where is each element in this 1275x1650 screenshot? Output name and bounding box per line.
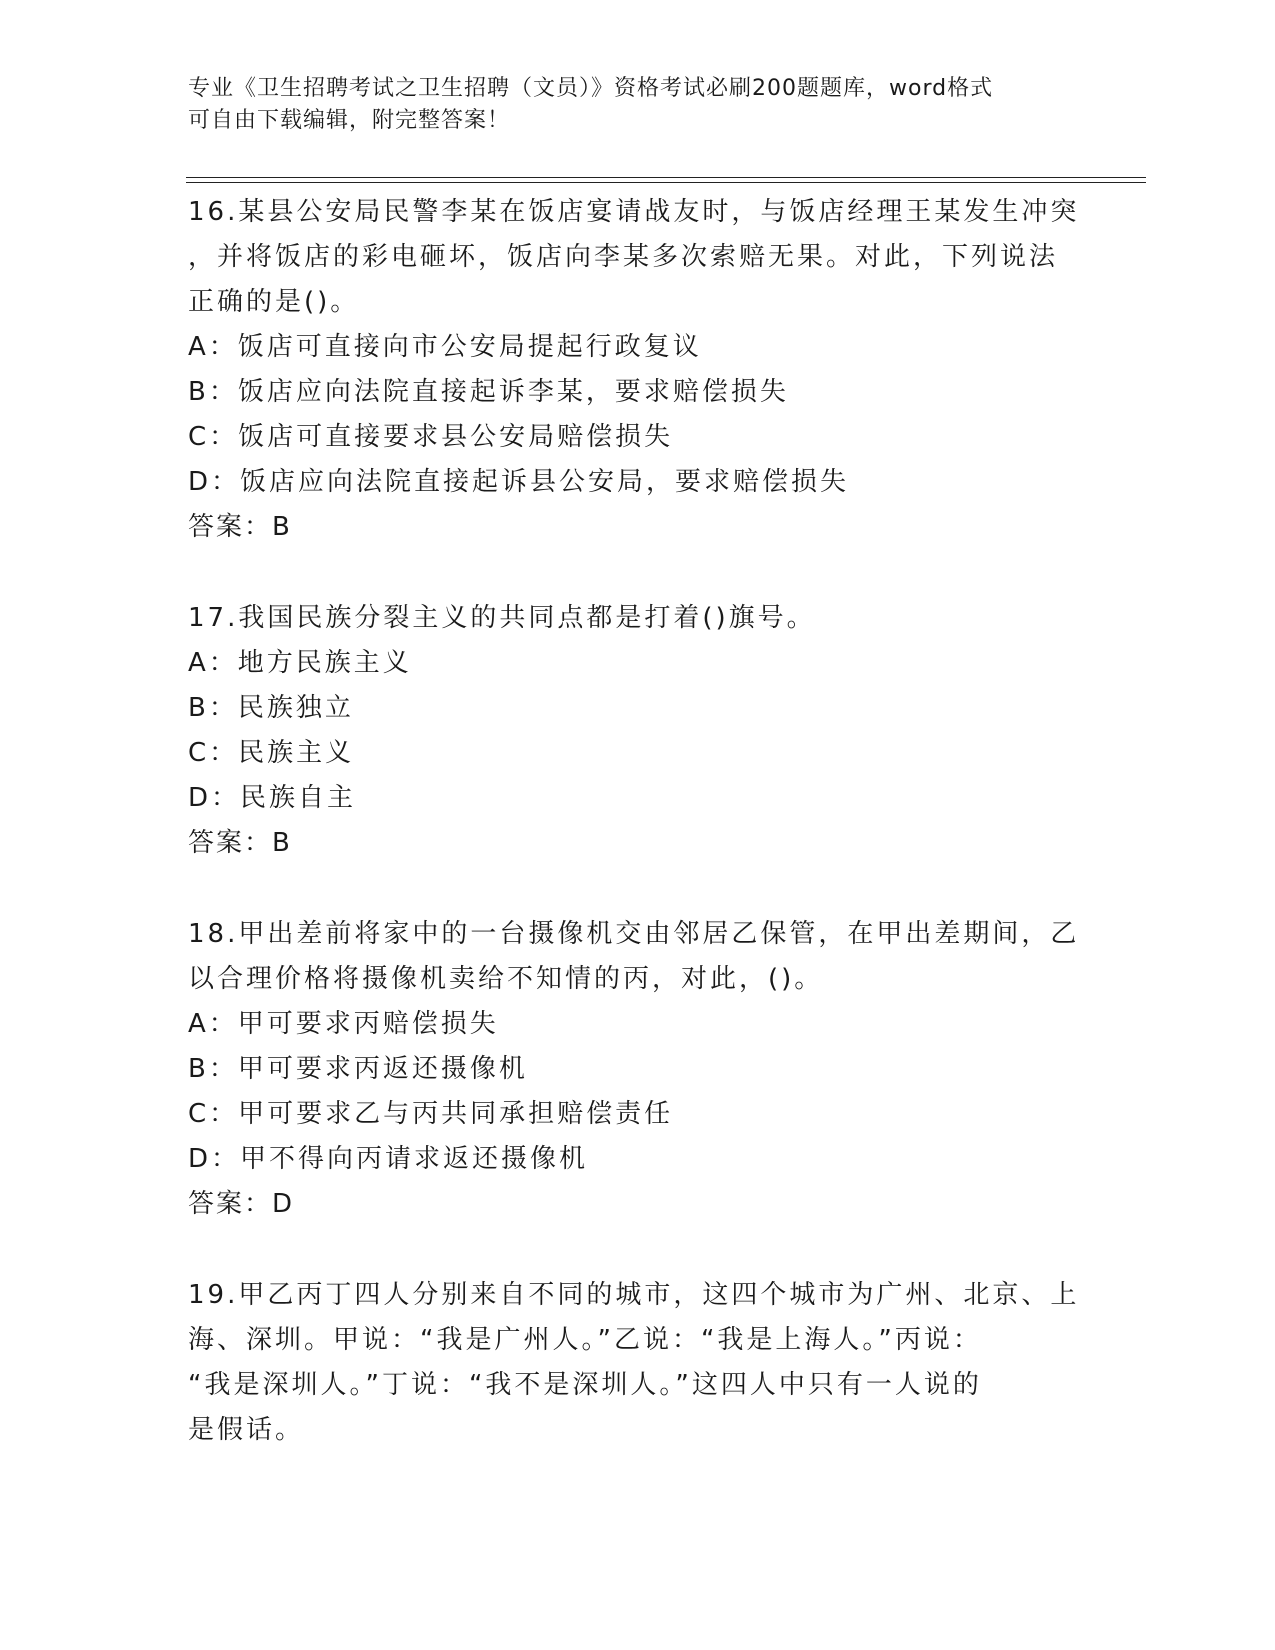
question-text-line: 以合理价格将摄像机卖给不知情的丙，对此，()。	[188, 964, 824, 994]
header-line-2: 可自由下载编辑，附完整答案！	[188, 108, 511, 133]
question-text-line: 是假话。	[188, 1415, 305, 1445]
header-divider	[186, 177, 1146, 183]
question-text-line: 16.某县公安局民警李某在饭店宴请战友时，与饭店经理王某发生冲突	[188, 197, 1080, 227]
option-a: A：饭店可直接向市公安局提起行政复议	[188, 332, 702, 362]
header-line-1: 专业《卫生招聘考试之卫生招聘（文员）》资格考试必刷200题题库，word格式	[188, 76, 994, 101]
answer-label: 答案：B	[188, 828, 292, 858]
option-b: B：甲可要求丙返还摄像机	[188, 1054, 528, 1084]
option-c: C：饭店可直接要求县公安局赔偿损失	[188, 422, 674, 452]
document-header	[188, 73, 1088, 137]
question-16	[188, 190, 1088, 550]
question-text-line: 17.我国民族分裂主义的共同点都是打着()旗号。	[188, 603, 816, 633]
option-b: B：民族独立	[188, 693, 354, 723]
option-c: C：甲可要求乙与丙共同承担赔偿责任	[188, 1099, 674, 1129]
option-c: C：民族主义	[188, 738, 355, 768]
question-text-line: 海、深圳。甲说：“我是广州人。”乙说：“我是上海人。”丙说：	[188, 1325, 982, 1355]
question-18	[188, 912, 1088, 1227]
option-a: A：甲可要求丙赔偿损失	[188, 1009, 499, 1039]
question-text-line: 19.甲乙丙丁四人分别来自不同的城市，这四个城市为广州、北京、上	[188, 1280, 1080, 1310]
question-17	[188, 596, 1088, 866]
question-text-line: ，并将饭店的彩电砸坏，饭店向李某多次索赔无果。对此，下列说法	[188, 242, 1059, 272]
question-text-line: 18.甲出差前将家中的一台摄像机交由邻居乙保管，在甲出差期间，乙	[188, 919, 1080, 949]
option-a: A：地方民族主义	[188, 648, 412, 678]
question-text-line: 正确的是()。	[188, 287, 360, 317]
option-d: D：民族自主	[188, 783, 357, 813]
question-text-line: “我是深圳人。”丁说：“我不是深圳人。”这四人中只有一人说的	[188, 1370, 982, 1400]
option-b: B：饭店应向法院直接起诉李某，要求赔偿损失	[188, 377, 789, 407]
option-d: D：饭店应向法院直接起诉县公安局，要求赔偿损失	[188, 467, 850, 497]
answer-label: 答案：B	[188, 512, 292, 542]
answer-label: 答案：D	[188, 1189, 295, 1219]
option-d: D：甲不得向丙请求返还摄像机	[188, 1144, 589, 1174]
question-19	[188, 1273, 1088, 1453]
question-list	[188, 190, 1088, 1453]
